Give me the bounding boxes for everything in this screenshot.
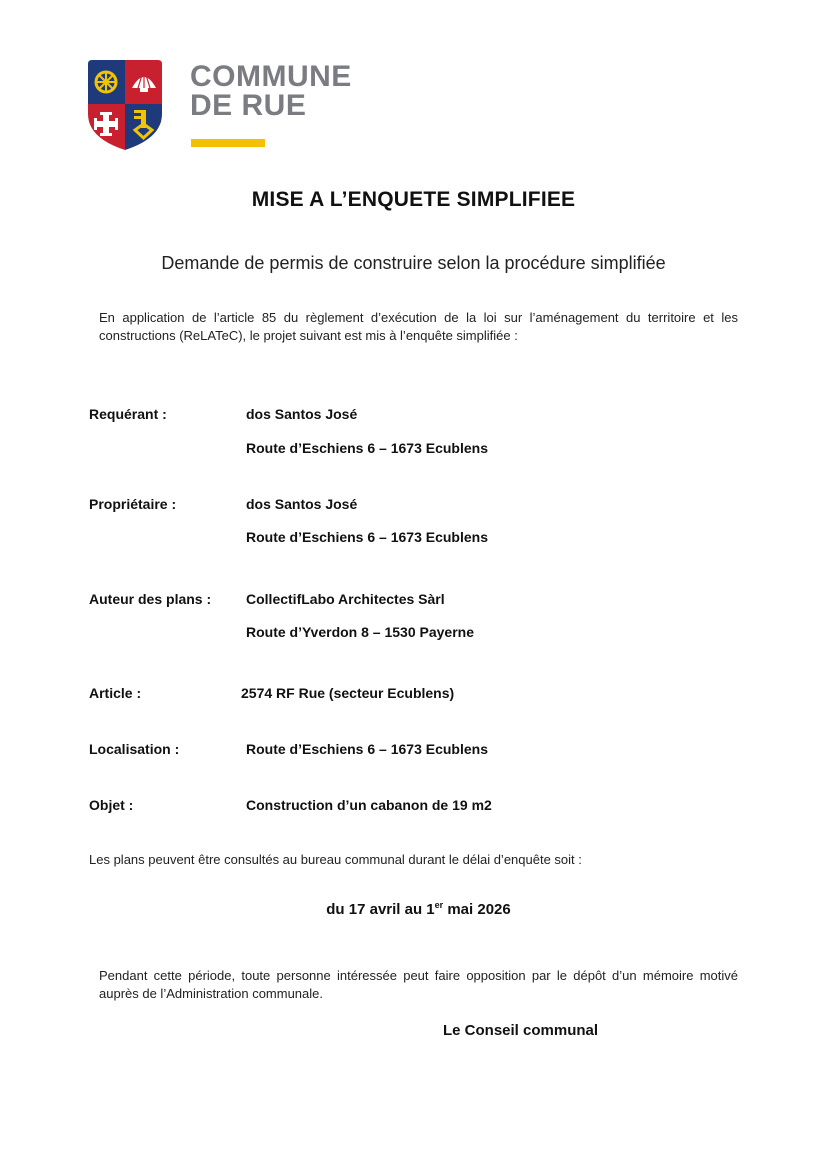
date-prefix: du 17 avril au 1 — [326, 901, 435, 918]
article-value: 2574 RF Rue (secteur Ecublens) — [241, 685, 455, 701]
auteur-label: Auteur des plans : — [89, 591, 212, 607]
objet-value: Construction d’un cabanon de 19 m2 — [246, 797, 492, 813]
localisation-value: Route d’Eschiens 6 – 1673 Ecublens — [246, 741, 488, 757]
enquiry-period — [0, 900, 827, 918]
brand-line-1: COMMUNE — [190, 60, 352, 93]
requerant-label: Requérant : — [89, 406, 167, 422]
auteur-address: Route d’Yverdon 8 – 1530 Payerne — [246, 624, 474, 640]
brand-line-2: DE RUE — [190, 89, 307, 122]
consult-paragraph: Les plans peuvent être consultés au bureau communal durant le délai d’enquête soit : — [89, 852, 582, 867]
intro-paragraph: En application de l’article 85 du règlement d’exécution de la loi sur l’aménagement du territoire et les constructions (ReLATeC), le projet suivant est mis à l’enquête simplifiée : — [99, 310, 738, 343]
proprietaire-address: Route d’Eschiens 6 – 1673 Ecublens — [246, 529, 488, 545]
requerant-name: dos Santos José — [246, 406, 358, 422]
date-suffix: mai 2026 — [443, 901, 511, 918]
date-superscript: er — [434, 900, 444, 910]
page-subtitle: Demande de permis de construire selon la procédure simplifiée — [161, 253, 666, 273]
signature: Le Conseil communal — [443, 1022, 599, 1039]
brand-accent-bar — [191, 139, 265, 147]
localisation-label: Localisation : — [89, 741, 180, 757]
article-label: Article : — [89, 685, 142, 701]
objet-label: Objet : — [89, 797, 134, 813]
proprietaire-label: Propriétaire : — [89, 496, 177, 512]
auteur-name: CollectifLabo Architectes Sàrl — [246, 591, 445, 607]
page-title: MISE A L’ENQUETE SIMPLIFIEE — [251, 188, 576, 211]
brand-name — [190, 62, 352, 120]
requerant-address: Route d’Eschiens 6 – 1673 Ecublens — [246, 440, 488, 456]
wheel-icon — [96, 72, 116, 92]
proprietaire-name: dos Santos José — [246, 496, 358, 512]
opposition-paragraph: Pendant cette période, toute personne intéressée peut faire opposition par le dépôt d’un mémoire motivé auprès de l’Administration communale. — [99, 968, 738, 1001]
coat-of-arms-logo — [86, 58, 164, 152]
